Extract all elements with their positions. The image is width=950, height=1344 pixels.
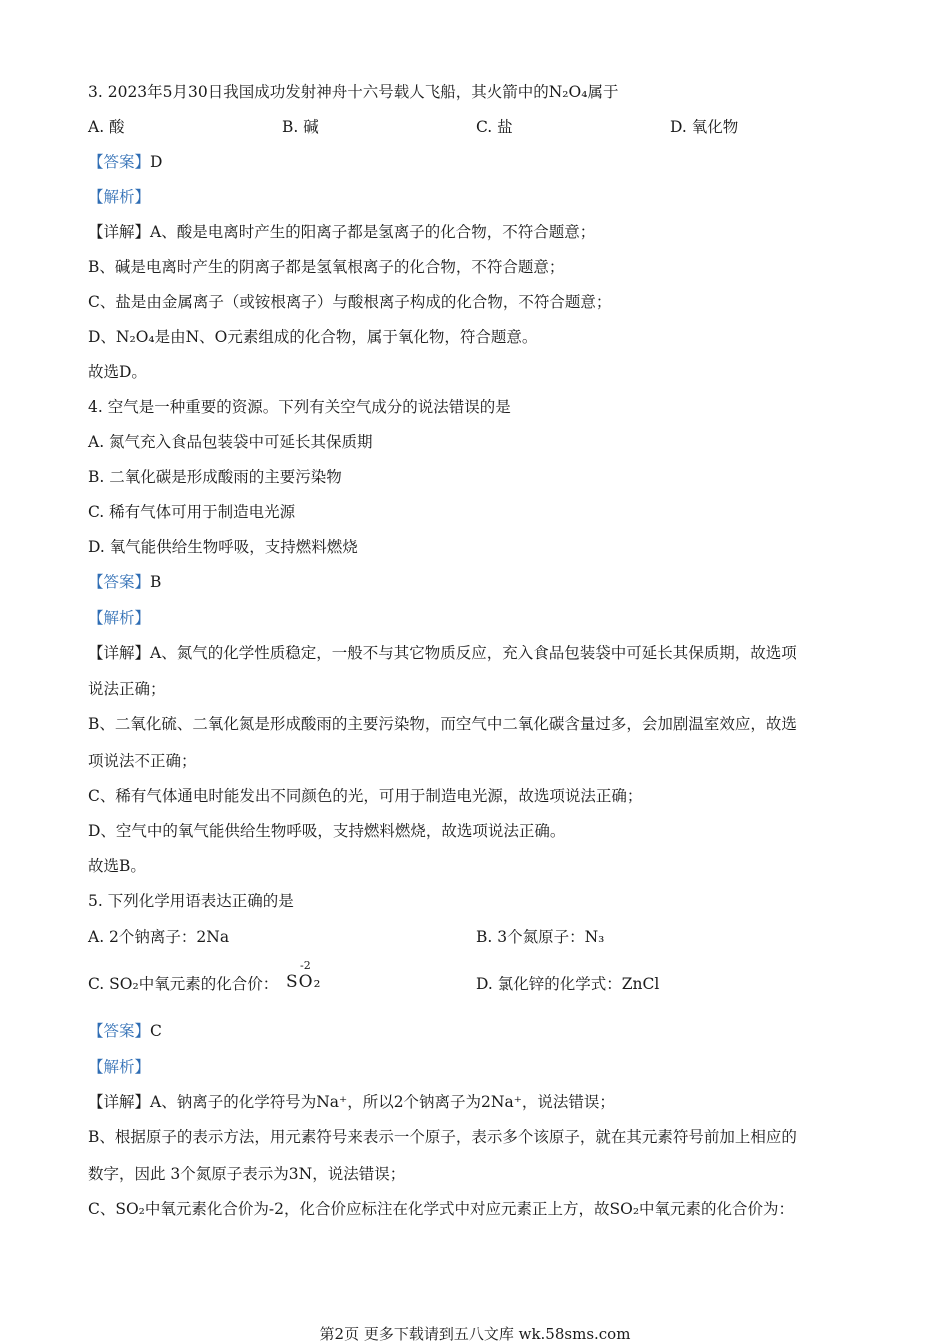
detail-text: A、钠离子的化学符号为Na⁺，所以2个钠离子为2Na⁺，说法错误； [150, 1093, 615, 1111]
detail-text: A、酸是电离时产生的阳离子都是氢离子的化合物，不符合题意； [150, 223, 596, 241]
detail-tag: 【详解】 [88, 644, 151, 662]
q4-detail-line: 说法正确； [88, 680, 166, 698]
q5-option-d: D. 氯化锌的化学式：ZnCl [476, 975, 660, 993]
q5-detail-line: C、SO₂中氧元素化合价为-2，化合价应标注在化学式中对应元素正上方，故SO₂中氧元素的化合价为： [88, 1200, 795, 1218]
q5-option-c [88, 974, 278, 994]
q5-option-b: B. 3个氮原子：N₃ [476, 928, 605, 946]
q5-detail-line: 数字，因此 3个氮原子表示为3N，说法错误； [88, 1165, 406, 1183]
q3-option-d: D. 氧化物 [670, 118, 739, 136]
option-c-formula: SO₂ [286, 972, 322, 992]
answer-tag: 【答案】 [88, 153, 151, 171]
q3-analysis-tag: 【解析】 [88, 188, 151, 206]
page-footer: 第2页 更多下载请到五八文库 wk.58sms.com [319, 1325, 631, 1343]
q4-question: 4. 空气是一种重要的资源。下列有关空气成分的说法错误的是 [88, 398, 511, 416]
q4-detail-line: 项说法不正确； [88, 752, 197, 770]
q4-detail-line: D、空气中的氧气能供给生物呼吸，支持燃料燃烧，故选项说法正确。 [88, 822, 566, 840]
q5-detail-line [88, 1092, 615, 1112]
q3-conclusion: 故选D。 [88, 363, 147, 381]
option-c-text: C. SO₂中氧元素的化合价： [88, 975, 279, 993]
valence-mark: -2 [300, 959, 311, 972]
q5-option-a: A. 2个钠离子：2Na [88, 928, 230, 946]
q4-detail-line [88, 643, 797, 663]
answer-value: B [150, 573, 162, 591]
answer-tag: 【答案】 [88, 573, 151, 591]
answer-value: D [150, 153, 163, 171]
q3-option-a: A. 酸 [88, 118, 125, 136]
q3-detail-line [88, 222, 595, 242]
answer-value: C [150, 1022, 162, 1040]
q3-detail-line: C、盐是由金属离子（或铵根离子）与酸根离子构成的化合物，不符合题意； [88, 293, 612, 311]
answer-tag: 【答案】 [88, 1022, 151, 1040]
detail-text: A、氮气的化学性质稳定，一般不与其它物质反应，充入食品包装袋中可延长其保质期，故选项 [150, 644, 797, 662]
q4-detail-line: C、稀有气体通电时能发出不同颜色的光，可用于制造电光源，故选项说法正确； [88, 787, 643, 805]
q4-option-d: D. 氧气能供给生物呼吸，支持燃料燃烧 [88, 538, 358, 556]
q3-detail-line: D、N₂O₄是由N、O元素组成的化合物，属于氧化物，符合题意。 [88, 328, 538, 346]
q4-option-a: A. 氮气充入食品包装袋中可延长其保质期 [88, 433, 373, 451]
q5-detail-line: B、根据原子的表示方法，用元素符号来表示一个原子，表示多个该原子，就在其元素符号前加上相应的 [88, 1128, 797, 1146]
q5-analysis-tag: 【解析】 [88, 1058, 151, 1076]
q4-detail-line: B、二氧化硫、二氧化氮是形成酸雨的主要污染物，而空气中二氧化碳含量过多，会加剧温室效应，故选 [88, 715, 797, 733]
q3-question: 3. 2023年5月30日我国成功发射神舟十六号载人飞船，其火箭中的N₂O₄属于 [88, 83, 619, 101]
detail-tag: 【详解】 [88, 1093, 151, 1111]
q3-option-b: B. 碱 [282, 118, 319, 136]
q5-question: 5. 下列化学用语表达正确的是 [88, 892, 294, 910]
q4-answer [88, 572, 161, 592]
detail-tag: 【详解】 [88, 223, 151, 241]
q4-option-b: B. 二氧化碳是形成酸雨的主要污染物 [88, 468, 342, 486]
q3-option-c: C. 盐 [476, 118, 513, 136]
q3-detail-line: B、碱是电离时产生的阴离子都是氢氧根离子的化合物，不符合题意； [88, 258, 565, 276]
q4-conclusion: 故选B。 [88, 857, 146, 875]
q3-answer [88, 152, 162, 172]
q4-option-c: C. 稀有气体可用于制造电光源 [88, 503, 296, 521]
q5-answer [88, 1021, 162, 1041]
q4-analysis-tag: 【解析】 [88, 609, 151, 627]
